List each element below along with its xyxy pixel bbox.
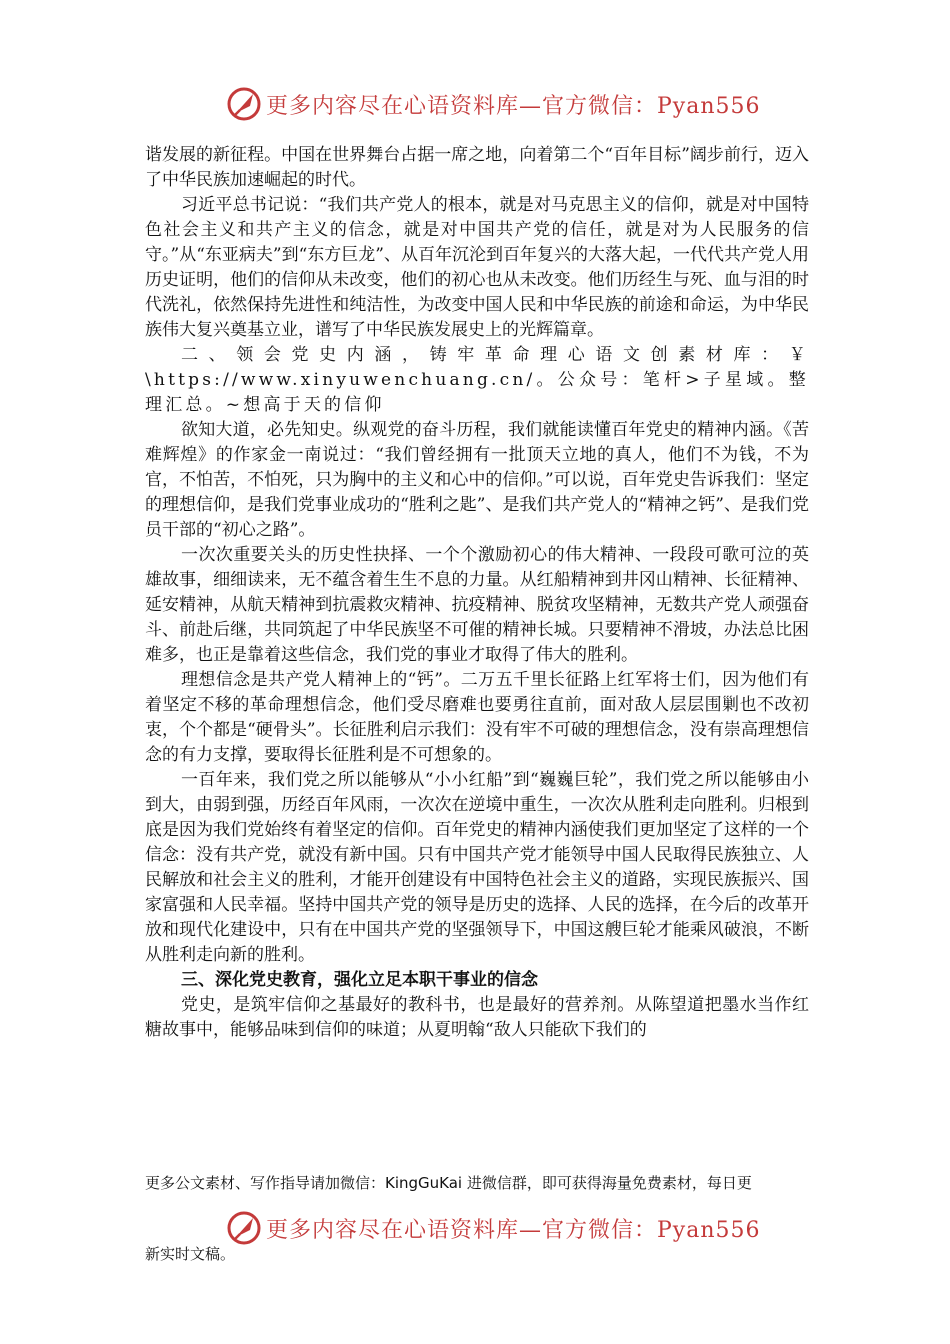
paragraph: 谐发展的新征程。中国在世界舞台占据一席之地，向着第二个“百年目标”阔步前行，迈入了中华民族加速崛起的时代。 xyxy=(145,145,809,190)
paragraph: 习近平总书记说：“我们共产党人的根本，就是对马克思主义的信仰，就是对中国特色社会主义和共产主义的信念，就是对中国共产党的信任，就是对为人民服务的信守。”从“东亚病夫”到“东方巨龙”、从百年沉沦到百年复兴的大落大起，一代代共产党人用历史证明，他们的信仰从未改变，他们的初心也从未改变。他们历经生与死、血与泪的时代洗礼，依然保持先进性和纯洁性，为改变中国人民和中华民族的前途和命运，为中华民族伟大复兴奠基立业，谱写了中华民族发展史上的光辉篇章。 xyxy=(145,195,809,340)
paragraph: 理想信念是共产党人精神上的“钙”。二万五千里长征路上红军将士们，因为他们有着坚定不移的革命理想信念，他们受尽磨难也要勇往直前，面对敌人层层围剿也不改初衷，个个都是“硬骨头”。长征胜利启示我们：没有牢不可破的理想信念，没有崇高理想信念的有力支撑，要取得长征胜利是不可想象的。 xyxy=(145,670,809,765)
paragraph: 欲知大道，必先知史。纵观党的奋斗历程，我们就能读懂百年党史的精神内涵。《苦难辉煌》的作家金一南说过：“我们曾经拥有一批顶天立地的真人，他们不为钱，不为官，不怕苦，不怕死，只为胸中的主义和心中的信仰。”可以说，百年党史告诉我们：坚定的理想信仰，是我们党事业成功的“胜利之匙”、是我们共产党人的“精神之钙”、是我们党员干部的“初心之路”。 xyxy=(145,420,809,540)
watermark-header xyxy=(226,84,761,124)
watermark-text: 更多内容尽在心语资料库—官方微信：Pyan556 xyxy=(266,93,761,119)
paragraph: 一百年来，我们党之所以能够从“小小红船”到“巍巍巨轮”，我们党之所以能够由小到大，由弱到强，历经百年风雨，一次次在逆境中重生，一次次从胜利走向胜利。归根到底是因为我们党始终有着坚定的信仰。百年党史的精神内涵使我们更加坚定了这样的一个信念：没有共产党，就没有新中国。只有中国共产党才能领导中国人民取得民族独立、人民解放和社会主义的胜利，才能开创建设有中国特色社会主义的道路，实现民族振兴、国家富强和人民幸福。坚持中国共产党的领导是历史的选择、人民的选择，在今后的改革开放和现代化建设中，只有在中国共产党的坚强领导下，中国这艘巨轮才能乘风破浪，不断从胜利走向新的胜利。 xyxy=(145,770,809,965)
feather-pen-logo-icon xyxy=(226,1210,262,1246)
section-heading-2: 二、领会党史内涵，铸牢革命理心语文创素材库：￥\https://www.xinyuwenchuang.cn/。公众号：笔杆>子星域。整理汇总。~想高于天的信仰 xyxy=(145,345,809,415)
section-heading-3: 三、深化党史教育，强化立足本职干事业的信念 xyxy=(181,970,538,990)
paragraph: 党史，是筑牢信仰之基最好的教科书，也是最好的营养剂。从陈望道把墨水当作红糖故事中，能够品味到信仰的味道；从夏明翰“敌人只能砍下我们的 xyxy=(145,995,809,1040)
watermark-text: 更多内容尽在心语资料库—官方微信：Pyan556 xyxy=(266,1217,761,1243)
footer-note: 更多公文素材、写作指导请加微信：KingGuKai 进微信群，即可获得海量免费素材，每日更 xyxy=(145,1174,752,1192)
feather-pen-logo-icon xyxy=(226,86,262,122)
footer-note-continued: 新实时文稿。 xyxy=(145,1245,236,1263)
paragraph: 一次次重要关头的历史性抉择、一个个激励初心的伟大精神、一段段可歌可泣的英雄故事，细细读来，无不蕴含着生生不息的力量。从红船精神到井冈山精神、长征精神、延安精神，从航天精神到抗震救灾精神、抗疫精神、脱贫攻坚精神，无数共产党人顽强奋斗、前赴后继，共同筑起了中华民族坚不可催的精神长城。只要精神不滑坡，办法总比困难多，也正是靠着这些信念，我们党的事业才取得了伟大的胜利。 xyxy=(145,545,809,665)
watermark-footer xyxy=(226,1208,761,1248)
document-body xyxy=(145,143,809,1043)
